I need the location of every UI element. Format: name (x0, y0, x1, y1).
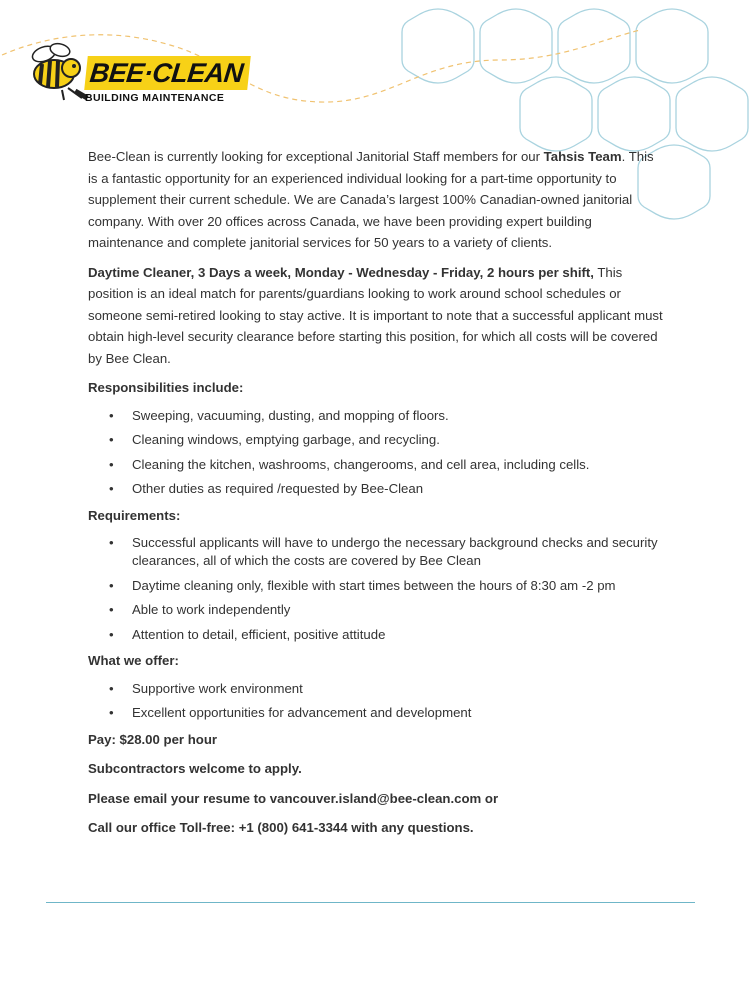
offer-list (88, 680, 666, 723)
intro-text-start: Bee-Clean is currently looking for exceptional Janitorial Staff members for our (88, 149, 544, 164)
list-item: • Successful applicants will have to undergo the necessary background checks and security clearances, all of which the costs are covered by Bee Clean (132, 534, 666, 570)
list-item: • Supportive work environment (132, 680, 666, 698)
phone-instruction: Call our office Toll-free: +1 (800) 641-3344 with any questions. (88, 820, 474, 835)
brand-name: BEE·CLEAN (84, 56, 251, 90)
hexagon-shape (558, 9, 630, 83)
list-item: • Other duties as required /requested by Bee-Clean (132, 480, 666, 498)
position-paragraph (88, 262, 666, 370)
hexagon-shape (520, 77, 592, 151)
responsibilities-heading: Responsibilities include: (88, 380, 244, 395)
hexagon-shape (480, 9, 552, 83)
company-logo (24, 40, 245, 110)
bee-mascot-icon (24, 40, 94, 102)
offer-heading: What we offer: (88, 653, 179, 668)
hexagon-shape (598, 77, 670, 151)
brand-subtitle: BUILDING MAINTENANCE (85, 92, 225, 104)
intro-paragraph (88, 146, 666, 254)
job-posting (88, 146, 666, 847)
list-item: • Sweeping, vacuuming, dusting, and mopping of floors. (132, 407, 666, 425)
list-item: • Attention to detail, efficient, positive attitude (132, 626, 666, 644)
position-description: This position is an ideal match for parents/guardians looking to work around school schedules or someone semi-retired looking to stay active. It is important to note that a successful applicant must obtain high-level security clearance before starting this position, for which all costs will be covered by Bee Clean. (88, 264, 663, 366)
requirements-list (88, 534, 666, 644)
list-item: • Cleaning windows, emptying garbage, and recycling. (132, 431, 666, 449)
responsibilities-list (88, 407, 666, 499)
hexagon-shape (636, 9, 708, 83)
team-name: Tahsis Team (543, 149, 622, 164)
subcontractors-note: Subcontractors welcome to apply. (88, 761, 302, 776)
intro-text-end: . This is a fantastic opportunity for an experienced individual looking for a part-time opportunity to supplement their current schedule. We are Canada’s largest 100% Canadian-owned janitorial company. With over 20 offices across Canada, we have been providing expert building maintenance and complete janitorial services for 50 years to a variety of clients. (88, 149, 654, 250)
list-item: • Able to work independently (132, 601, 666, 619)
hexagon-shape (676, 77, 748, 151)
email-instruction: Please email your resume to vancouver.island@bee-clean.com or (88, 790, 499, 806)
footer-divider (46, 902, 695, 903)
list-item: • Cleaning the kitchen, washrooms, changerooms, and cell area, including cells. (132, 456, 666, 474)
hexagon-shape (402, 9, 474, 83)
requirements-heading: Requirements: (88, 507, 181, 523)
position-title: Daytime Cleaner, 3 Days a week, Monday - Wednesday - Friday, 2 hours per shift, (88, 264, 594, 280)
pay-rate: Pay: $28.00 per hour (88, 731, 218, 747)
list-item: • Excellent opportunities for advancement and development (132, 704, 666, 722)
list-item: • Daytime cleaning only, flexible with start times between the hours of 8:30 am -2 pm (132, 577, 666, 595)
